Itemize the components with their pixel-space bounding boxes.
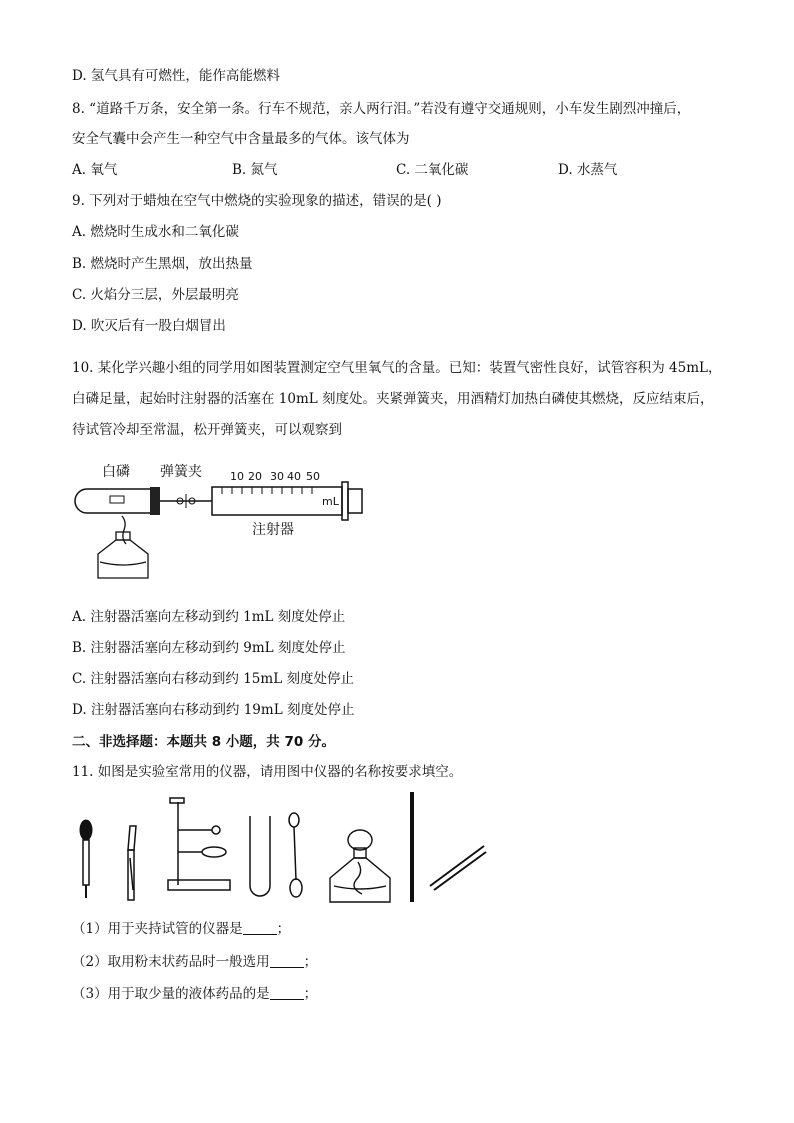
answer-blank-2[interactable] [270,953,304,968]
q11-blank-1-suffix: ； [276,921,291,937]
iron-stand-icon [168,798,230,890]
q10-option-a: A. 注射器活塞向左移动到约 1mL 刻度处停止 [72,609,346,625]
test-tube-holder-icon [128,826,136,900]
scale-40: 40 [287,470,301,483]
q11-blank-3-prefix: （3）用于取少量的液体药品的是 [72,986,270,1002]
q9-option-d: D. 吹灭后有一股白烟冒出 [72,318,226,334]
alcohol-lamp-icon [98,516,148,578]
q8-option-d: D. 水蒸气 [558,162,618,178]
q8-options [72,160,712,180]
q11-blank-3-suffix: ； [303,986,318,1002]
q11-blank-3 [72,984,317,1004]
q9-option-b: B. 燃烧时产生黑烟，放出热量 [72,256,253,272]
q11-blank-1-prefix: （1）用于夹持试管的仪器是 [72,921,243,937]
medicine-spoon-icon [289,813,302,897]
answer-blank-1[interactable] [243,920,277,935]
q7-option-d: D. 氢气具有可燃性，能作高能燃料 [72,68,280,84]
section2-heading: 二、非选择题：本题共 8 小题，共 70 分。 [72,734,335,750]
alcohol-lamp-icon [330,830,390,902]
test-tube-icon [250,816,270,896]
q11-blank-1 [72,919,290,939]
q8-option-b: B. 氮气 [232,162,278,178]
q11-instruments-figure [72,790,492,908]
scale-10: 10 [230,470,244,483]
q9-option-c: C. 火焰分三层，外层最明亮 [72,287,239,303]
q10-apparatus-figure [72,458,372,588]
answer-blank-3[interactable] [270,985,304,1000]
q10-stem-line3: 待试管冷却至常温，松开弹簧夹，可以观察到 [72,422,342,438]
q11-blank-2-prefix: （2）取用粉末状药品时一般选用 [72,954,270,970]
phosphorus-piece [110,496,124,503]
q10-option-b: B. 注射器活塞向左移动到约 9mL 刻度处停止 [72,640,346,656]
scale-30: 30 [270,470,284,483]
q9-option-a: A. 燃烧时生成水和二氧化碳 [72,224,239,240]
label-spring-clamp: 弹簧夹 [160,464,202,480]
syringe-plunger-grip [348,489,362,513]
test-tube-shape [75,489,150,513]
q10-option-c: C. 注射器活塞向右移动到约 15mL 刻度处停止 [72,671,354,687]
test-tube-stopper [150,487,160,515]
scale-50: 50 [306,470,320,483]
q11-blank-2 [72,952,317,972]
label-white-phosphorus: 白磷 [102,464,130,480]
syringe-ticks [222,487,312,494]
q10-stem-line1: 10. 某化学兴趣小组的同学用如图装置测定空气里氧气的含量。已知：装置气密性良好，试管容积为 45mL， [72,360,722,376]
q10-stem-line2: 白磷足量，起始时注射器的活塞在 10mL 刻度处。夹紧弹簧夹，用酒精灯加热白磷使其燃烧，反应结束后， [72,391,714,407]
q8-option-a: A. 氧气 [72,162,118,178]
q11-blank-2-suffix: ； [303,954,318,970]
q9-stem: 9. 下列对于蜡烛在空气中燃烧的实验现象的描述，错误的是( ) [72,193,442,209]
dropper-icon [80,820,92,898]
q11-stem: 11. 如图是实验室常用的仪器，请用图中仪器的名称按要求填空。 [72,764,463,780]
label-syringe: 注射器 [252,522,294,538]
syringe-unit: mL [322,495,339,508]
syringe-plunger-head [342,482,348,520]
q8-stem-line2: 安全气囊中会产生一种空气中含量最多的气体。该气体为 [72,131,410,147]
scale-20: 20 [248,470,262,483]
tongs-icon [430,846,486,890]
q8-stem-line1: 8. “道路千万条，安全第一条。行车不规范，亲人两行泪。”若没有遵守交通规则，小车发生剧烈冲撞后， [72,101,691,117]
q8-option-c: C. 二氧化碳 [396,162,469,178]
q10-option-d: D. 注射器活塞向右移动到约 19mL 刻度处停止 [72,702,355,718]
